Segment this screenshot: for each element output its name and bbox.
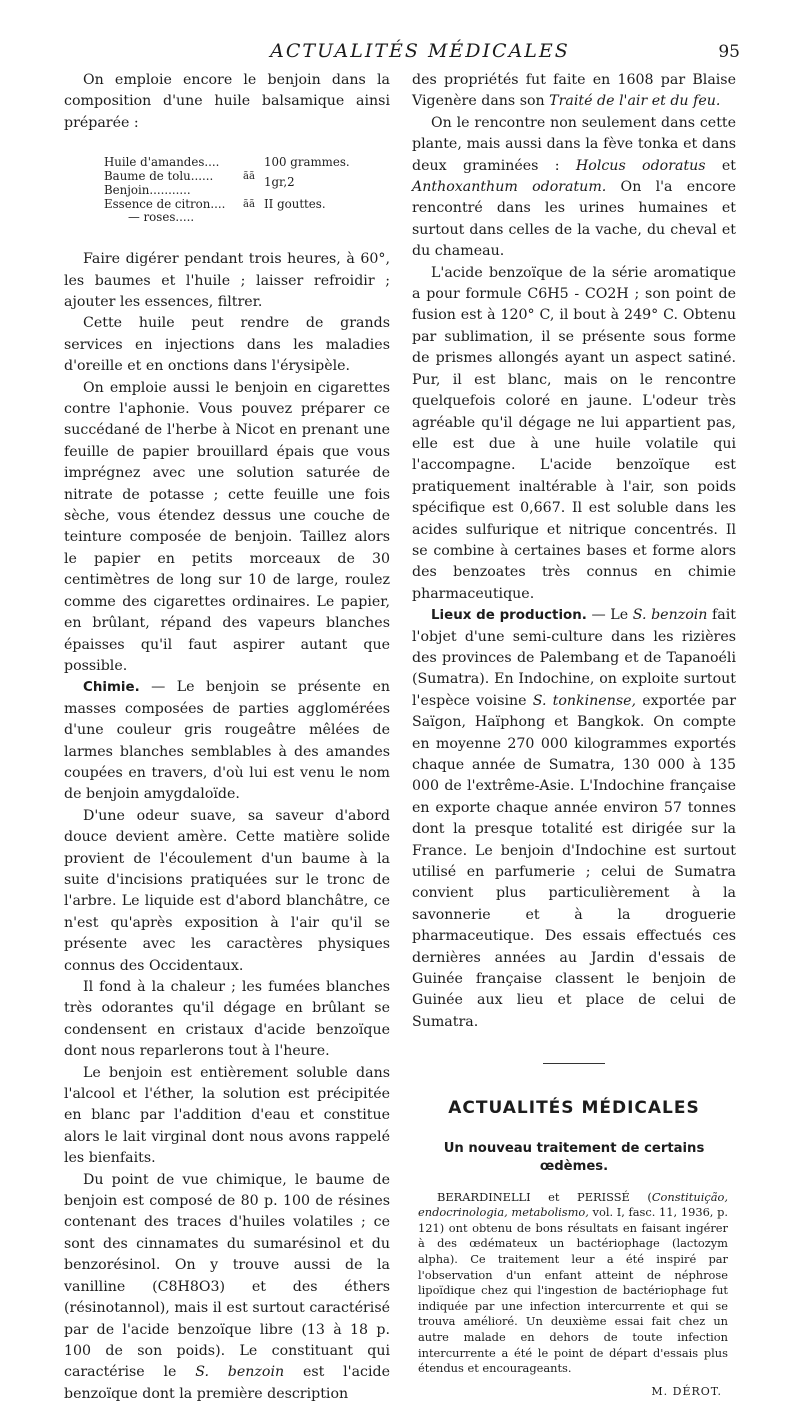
left-column bbox=[64, 70, 390, 1405]
article-title: Un nouveau traitement de certains œdèmes. bbox=[443, 1140, 705, 1174]
section-heading: Chimie. bbox=[83, 680, 140, 696]
paragraph: Lieux de production. — Le S. benzoin fait l'objet d'une semi-culture dans les rizières des provinces de Palembang et de Tapanoéli (Sumatra). En Indochine, on exploite surtout l'espèce voisine S. tonkinense, exportée par Saïgon, Haïphong et Bangkok. On compte en moyenne 270 000 kilogrammes exportés chaque année de Sumatra, 130 000 à 135 000 de l'extrême-Asie. L'Indochine française en exporte chaque année environ 57 tonnes dont la presque totalité est dirigée sur la France. Le benjoin d'Indochine est surtout utilisé en parfumerie ; celui de Sumatra convient plus particulièrement à la savonnerie et à la droguerie pharmaceutique. Des essais effectués ces dernières années au Jardin d'essais de Guinée française classent le benjoin de Guinée aux lieu et place de celui de Sumatra. bbox=[412, 607, 737, 1030]
ingredient: Essence de citron.... bbox=[104, 196, 226, 211]
quantity: 100 grammes. bbox=[264, 155, 350, 170]
recipe-ingredients bbox=[104, 156, 234, 225]
right-column bbox=[412, 70, 736, 1402]
ingredient: — roses..... bbox=[128, 210, 195, 225]
ingredient: Benjoin........... bbox=[104, 182, 191, 197]
paragraph: Il fond à la chaleur ; les fumées blanches très odorantes qu'il dégage en brûlant se condensent en cristaux d'acide benzoïque dont nous reparlerons tout à l'heure. bbox=[64, 979, 390, 1060]
section-heading: Lieux de production. bbox=[431, 608, 587, 624]
paragraph: des propriétés fut faite en 1608 par Blaise Vigenère dans son Traité de l'air et du feu. bbox=[412, 72, 736, 110]
paragraph: D'une odeur suave, sa saveur d'abord douce devient amère. Cette matière solide provient de l'écoulement d'un baume à la suite d'incisions pratiquées sur le tronc de l'arbre. Le liquide est d'abord blanchâtre, ce n'est qu'après exposition à l'air qu'il se présente avec les caractères physiques connus des Occidentaux. bbox=[64, 807, 390, 974]
ingredient: Huile d'amandes.... bbox=[104, 155, 220, 170]
paragraph: Chimie. — Le benjoin se présente en masses composées de parties agglomérées d'une couleur gris rougeâtre mêlées de larmes blanches semblables à des amandes coupées en travers, d'où lui est venu le nom de benjoin amygdaloïde. bbox=[64, 679, 390, 803]
paragraph: Cette huile peut rendre de grands services en injections dans les maladies d'oreille et en onctions dans l'érysipèle. bbox=[64, 315, 390, 375]
paragraph: L'acide benzoïque de la série aromatique a pour formule C6H5 - CO2H ; son point de fusion est à 120° C, il bout à 249° C. Obtenu par sublimation, il se présente sous forme de prismes allongés ayant un aspect satiné. Pur, il est blanc, mais on le rencontre quelquefois coloré en jaune. L'odeur très agréable qu'il dégage ne lui appartient pas, elle est due à une huile volatile qui l'accompagne. L'acide benzoïque est pratiquement inaltérable à l'air, son poids spécifique est 0,667. Il est soluble dans les acides sulfurique et nitrique concentrés. Il se combine à certaines bases et forme alors des benzoates très connus en chimie pharmaceutique. bbox=[412, 264, 736, 602]
separator-rule bbox=[543, 1063, 605, 1064]
author-signature: M. DÉROT. bbox=[651, 1384, 722, 1398]
quantity: 1gr,2 bbox=[264, 175, 295, 190]
recipe-quantities bbox=[264, 156, 384, 225]
paragraph: On le rencontre non seulement dans cette plante, mais aussi dans la fève tonka et dans deux graminées : Holcus odoratus et Anthoxanthum odoratum. On l'a encore rencontré dans les urines humaines et surtout dans celles de la vache, du cheval et du chameau. bbox=[412, 114, 737, 260]
ingredient: Baume de tolu...... bbox=[104, 169, 214, 184]
paragraph: Faire digérer pendant trois heures, à 60°, les baumes et l'huile ; laisser refroidir ; ajouter les essences, filtrer. bbox=[64, 251, 390, 311]
section-title: ACTUALITÉS MÉDICALES bbox=[448, 1098, 700, 1119]
running-title: ACTUALITÉS MÉDICALES bbox=[270, 40, 570, 62]
recipe-braces bbox=[234, 156, 264, 225]
ana-mark: ãã bbox=[243, 171, 255, 183]
recipe-block bbox=[104, 156, 390, 225]
ana-mark: ãã bbox=[243, 198, 255, 210]
paragraph: Le benjoin est entièrement soluble dans l'alcool et l'éther, la solution est précipitée en blanc par l'addition d'eau et constitue alors le lait virginal dont nous avons rappelé les bienfaits. bbox=[64, 1064, 390, 1167]
paragraph: On emploie aussi le benjoin en cigarettes contre l'aphonie. Vous pouvez préparer ce succédané de l'herbe à Nicot en prenant une feuille de papier brouillard épais que vous imprégnez avec une solution saturée de nitrate de potasse ; cette feuille une fois sèche, vous étendez dessus une couche de teinture composée de benjoin. Taillez alors le papier en petits morceaux de 30 centimètres de long sur 10 de large, roulez comme des cigarettes ordinaires. Le papier, en brûlant, répand des vapeurs blanches épaisses qu'il faut aspirer autant que possible. bbox=[64, 379, 390, 674]
recipe-intro: On emploie encore le benjoin dans la composition d'une huile balsamique ainsi préparée : bbox=[64, 72, 390, 131]
quantity: II gouttes. bbox=[264, 196, 326, 211]
paragraph: Du point de vue chimique, le baume de benjoin est composé de 80 p. 100 de résines contenant des traces d'huiles volatiles ; ce sont des cinnamates du sumarésinol et du benzorésinol. On y trouve aussi de la vanilline (C8H8O3) et des éthers (résinotannol), mais il est surtout caractérisé par de l'acide benzoïque libre (13 à 18 p. 100 de son poids). Le constituant qui caractérise le S. benzoin est l'acide benzoïque dont la première description bbox=[64, 1171, 390, 1402]
abstract: BERARDINELLI et PERISSÉ (Constituição, endocrinologia, metabolismo, vol. I, fasc. 11, 1936, p. 121) ont obtenu de bons résultats en faisant ingérer à des œdémateux un bactériophage (lactozym alpha). Ce traitement leur a été inspiré par l'observation d'un enfant atteint de néphrose lipoïdique chez qui l'ingestion de bactériophage fut indiquée par une infection intercurrente et qui se trouva amélioré. Un deuxième essai fait chez un autre malade en dehors de toute infection intercurrente a été le point de départ d'essais plus étendus et encourageants. bbox=[418, 1189, 729, 1376]
page-number: 95 bbox=[718, 42, 740, 62]
